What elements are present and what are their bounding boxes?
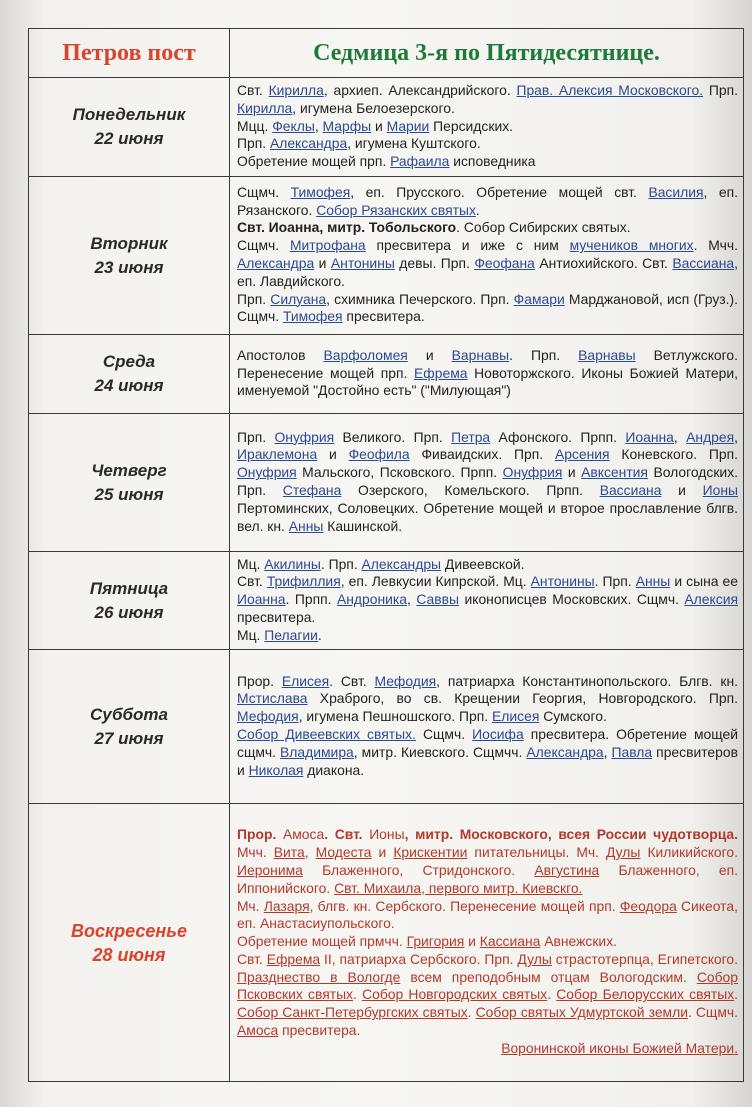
commemoration-line: [237, 82, 738, 118]
saint-link[interactable]: Тимофея: [282, 308, 343, 325]
text-fragment: , еп. Рязанского.: [237, 183, 739, 218]
text-fragment: питательницы. Мч.: [467, 844, 606, 861]
text-fragment: , игумена Белоезерского.: [292, 99, 455, 116]
weekday-label: Четверг: [91, 460, 167, 480]
saint-link[interactable]: Феофила: [348, 446, 410, 463]
saint-link[interactable]: Феофана: [474, 255, 535, 271]
saint-link[interactable]: Григория: [406, 933, 465, 950]
commemorations-cell: [230, 552, 744, 650]
text-fragment: .: [547, 986, 557, 1003]
text-fragment: Блаженного, Стридонского.: [302, 861, 535, 878]
saint-link[interactable]: Анны: [635, 573, 671, 590]
weekday-label: Пятница: [89, 578, 169, 598]
saint-link[interactable]: Собор Белорусских святых: [556, 986, 735, 1003]
weekday-label: Понедельник: [72, 105, 186, 124]
saint-link[interactable]: Стефана: [282, 482, 342, 498]
saint-link[interactable]: Алексия: [684, 591, 738, 608]
saint-link[interactable]: Мефодия: [237, 708, 299, 725]
commemoration-line: [237, 429, 738, 536]
saint-link[interactable]: Кассиана: [479, 933, 541, 950]
date-label: 26 июня: [94, 602, 164, 622]
commemoration-line: [237, 673, 738, 726]
saint-link[interactable]: Арсения: [554, 446, 610, 463]
day-row: [29, 414, 744, 552]
saint-link[interactable]: Марии: [386, 117, 430, 134]
saint-link[interactable]: Кирилла: [237, 99, 293, 116]
saint-link[interactable]: Воронинской иконы Божией Матери.: [501, 1039, 738, 1056]
saint-link[interactable]: Ираклемона: [237, 446, 318, 463]
commemoration-line: [237, 153, 738, 171]
commemoration-line: [237, 627, 738, 645]
text-fragment: Сикеота, еп. Анастасиупольского.: [237, 897, 738, 932]
weekday-label: Суббота: [90, 704, 168, 724]
day-row: [29, 78, 744, 177]
text-fragment: Персидских.: [429, 117, 514, 134]
saint-link[interactable]: Александра: [237, 255, 315, 271]
day-row: [29, 804, 744, 1082]
text-fragment: , митр. Московского, всея России чудотворца.: [404, 826, 738, 843]
saint-link[interactable]: Александра: [526, 743, 604, 760]
text-fragment: , еп. Прусского. Обретение мощей свт.: [350, 183, 649, 200]
saint-link[interactable]: Тимофея: [290, 183, 351, 200]
date-label: 23 июня: [94, 257, 164, 277]
text-fragment: Прп.: [703, 82, 738, 98]
date-label: 27 июня: [94, 728, 164, 748]
text-fragment: ,: [304, 844, 316, 861]
text-fragment: пресвитеров и: [237, 743, 738, 778]
text-fragment: Амоса: [282, 826, 325, 843]
saint-link[interactable]: Варнавы: [451, 346, 510, 363]
saint-link[interactable]: Рафаила: [390, 153, 450, 170]
text-fragment: Мч.: [237, 897, 264, 914]
text-fragment: Пертоминских, Соловецких. Обретение мощей и второе прославление блгв. вел. кн.: [237, 499, 738, 534]
saint-link[interactable]: Вассиана: [672, 255, 735, 271]
text-fragment: Апостолов: [237, 346, 324, 363]
saint-link[interactable]: Ионы: [702, 482, 738, 498]
saint-link[interactable]: Собор Новгородских святых: [362, 986, 548, 1003]
day-row: [29, 650, 744, 804]
saint-link[interactable]: Авксентия: [581, 464, 648, 481]
saint-link[interactable]: Митрофана: [289, 237, 366, 254]
saint-link[interactable]: Акилины: [264, 555, 321, 572]
text-fragment: , игумена Пешношского. Прп.: [298, 708, 493, 725]
text-fragment: Коневского. Прп.: [609, 446, 738, 463]
commemoration-line: [237, 291, 738, 327]
saint-link[interactable]: Августина: [534, 861, 600, 878]
text-fragment: Свт. Иоанна, митр. Тобольского: [237, 219, 457, 236]
text-fragment: Кашинской.: [323, 517, 403, 534]
text-fragment: . Свт.: [329, 672, 375, 689]
text-fragment: исповедника: [449, 153, 536, 170]
text-fragment: .: [626, 219, 631, 236]
text-fragment: диакона.: [303, 761, 365, 778]
commemorations-cell: [230, 78, 744, 177]
saint-link[interactable]: Иоанна: [237, 591, 286, 608]
commemoration-line: [237, 135, 738, 153]
day-cell: [29, 552, 230, 650]
text-fragment: . Прп.: [509, 346, 579, 363]
header-row: [29, 29, 744, 78]
text-fragment: Прп.: [237, 428, 275, 445]
commemorations-cell: [230, 650, 744, 804]
text-fragment: Великого. Прп.: [334, 428, 452, 445]
text-fragment: Храброго, во св. Крещении Георгия, Новгородского. Прп.: [307, 690, 738, 707]
commemoration-line: [237, 219, 738, 237]
saint-link[interactable]: Варфоломея: [323, 346, 408, 363]
saint-link[interactable]: Феклы: [272, 117, 315, 134]
text-fragment: ,: [603, 743, 612, 760]
calendar-table: [28, 28, 744, 1082]
text-fragment: . Прп.: [320, 555, 362, 572]
text-fragment: Мальского, Псковского. Прпп.: [296, 464, 503, 481]
text-fragment: Афонского. Прпп.: [490, 428, 626, 445]
saint-link[interactable]: Иосифа: [472, 726, 524, 742]
text-fragment: Прп.: [237, 135, 270, 152]
text-fragment: Обретение мощей прмчч.: [237, 933, 407, 950]
text-fragment: .: [353, 986, 363, 1003]
saint-link[interactable]: Трифиллия: [266, 573, 341, 590]
commemoration-line: [237, 347, 738, 400]
text-fragment: и: [371, 117, 387, 134]
text-fragment: ,: [406, 591, 417, 608]
text-fragment: Новоторжского.: [467, 364, 582, 381]
saint-link[interactable]: Вита: [273, 844, 305, 861]
text-fragment: . Прп.: [594, 573, 636, 590]
text-fragment: и: [407, 346, 452, 363]
commemoration-line: [237, 898, 738, 934]
date-label: 25 июня: [94, 484, 164, 504]
text-fragment: .: [734, 986, 739, 1003]
saint-link[interactable]: Владимира: [280, 743, 354, 760]
saint-link[interactable]: Собор Рязанских святых: [316, 201, 476, 218]
text-fragment: .: [456, 219, 464, 236]
saint-link[interactable]: мучеников многих: [569, 237, 694, 254]
saint-link[interactable]: Антонины: [530, 573, 595, 590]
text-fragment: . Прпп.: [285, 591, 337, 608]
saint-link[interactable]: Ефрема: [266, 950, 321, 967]
text-fragment: , схимника Печерского. Прп.: [326, 290, 514, 307]
text-fragment: Вологодских. Прп.: [237, 464, 738, 498]
day-row: [29, 177, 744, 335]
saint-link[interactable]: Александры: [361, 555, 442, 572]
text-fragment: Мцц.: [237, 117, 273, 134]
text-fragment: Сщмч.: [237, 183, 291, 200]
text-fragment: пресвитера. Обретение мощей сщмч.: [237, 726, 739, 760]
saint-link[interactable]: Онуфрия: [502, 464, 563, 481]
commemoration-line: [237, 237, 738, 290]
saint-link[interactable]: Вассиана: [599, 482, 662, 498]
text-fragment: Свт.: [237, 950, 267, 967]
saint-link[interactable]: Мстислава: [237, 690, 308, 707]
text-fragment: , митр. Киевского. Сщмчч.: [353, 743, 527, 760]
text-fragment: Мчч.: [237, 844, 274, 861]
commemoration-line: [237, 556, 738, 574]
commemorations-cell: [230, 804, 744, 1082]
text-fragment: ,: [734, 428, 739, 445]
text-fragment: Сщмч.: [237, 237, 290, 254]
commemoration-line: [237, 726, 738, 779]
text-fragment: Прп.: [237, 290, 271, 307]
text-fragment: .: [317, 626, 322, 643]
commemorations-cell: [230, 177, 744, 335]
day-cell: [29, 650, 230, 804]
text-fragment: Сумского.: [539, 708, 607, 725]
day-row: [29, 552, 744, 650]
saint-link[interactable]: Варнавы: [578, 346, 636, 363]
text-fragment: и: [661, 482, 703, 498]
text-fragment: , блгв. кн. Сербского. Перенесение мощей прп.: [309, 897, 620, 914]
commemorations-cell: [230, 335, 744, 414]
text-fragment: и сына ее: [670, 573, 738, 590]
text-fragment: , архиеп. Александрийского.: [323, 82, 517, 98]
saint-link[interactable]: Празднество в Вологде: [237, 968, 401, 985]
commemoration-line: [237, 573, 738, 626]
text-fragment: Собор Сибирских святых: [463, 219, 627, 236]
commemoration-line: [237, 184, 738, 220]
text-fragment: Прор.: [237, 672, 282, 689]
weekday-label: Вторник: [90, 233, 168, 253]
text-fragment: пресвитера.: [237, 608, 316, 625]
text-fragment: страстотерпца, Египетского.: [551, 950, 738, 967]
saint-link[interactable]: Фамари: [513, 290, 565, 307]
commemoration-line: [237, 118, 738, 136]
saint-link[interactable]: Пелагии: [264, 626, 318, 643]
saint-link[interactable]: Модеста: [315, 844, 372, 861]
saint-link[interactable]: Онуфрия: [237, 464, 297, 481]
text-fragment: пресвитера.: [342, 308, 425, 325]
saint-link[interactable]: Василия: [648, 183, 704, 200]
text-fragment: II, патриарха Сербского. Прп.: [320, 950, 518, 967]
text-fragment: Антиохийского. Свт.: [534, 255, 673, 271]
text-fragment: и: [562, 464, 582, 481]
text-fragment: и: [464, 933, 480, 950]
text-fragment: .: [467, 1004, 476, 1021]
text-fragment: и: [371, 844, 394, 861]
commemoration-line: [237, 826, 738, 897]
text-fragment: . Сщмч.: [687, 1004, 739, 1021]
day-cell: [29, 804, 230, 1082]
saint-link[interactable]: Силуана: [270, 290, 327, 307]
text-fragment: девы. Прп.: [394, 255, 475, 271]
saint-link[interactable]: Собор святых Удмуртской земли: [475, 1004, 688, 1021]
saint-link[interactable]: Феодора: [619, 897, 677, 914]
text-fragment: Ионы: [369, 826, 405, 843]
text-fragment: Прор.: [237, 826, 283, 843]
text-fragment: , еп. Лавдийского.: [237, 255, 738, 289]
text-fragment: и: [314, 255, 331, 271]
saint-link[interactable]: Собор Санкт-Петербургских святых: [237, 1004, 468, 1021]
text-fragment: Мц.: [237, 626, 265, 643]
day-row: [29, 335, 744, 414]
text-fragment: Марджановой, исп (Груз.). Сщмч.: [237, 290, 739, 325]
saint-link[interactable]: Антонины: [330, 255, 395, 271]
saint-link[interactable]: Павла: [611, 743, 653, 760]
commemorations-cell: [230, 414, 744, 552]
date-label: 24 июня: [94, 376, 164, 395]
date-label: 22 июня: [94, 129, 164, 148]
text-fragment: пресвитера.: [278, 1022, 361, 1039]
day-cell: [29, 335, 230, 414]
text-fragment: Свт.: [237, 573, 267, 590]
text-fragment: ,: [673, 428, 687, 445]
text-fragment: Обретение мощей прп.: [237, 153, 391, 170]
saint-link[interactable]: Иеронима: [237, 861, 303, 878]
commemoration-line: [237, 933, 738, 951]
saint-link[interactable]: Амоса: [237, 1022, 279, 1039]
date-label: 28 июня: [92, 944, 166, 965]
saint-link[interactable]: Анны: [288, 517, 324, 534]
saint-link[interactable]: Саввы: [416, 591, 459, 608]
text-fragment: Озерского, Комельского. Прпп.: [341, 482, 600, 498]
text-fragment: Мц.: [237, 555, 265, 572]
week-title: Седмица 3-я по Пятидесятнице.: [230, 29, 744, 78]
text-fragment: Фиваидских. Прп.: [409, 446, 555, 463]
text-fragment: .: [475, 201, 480, 218]
text-fragment: Иконы Божией Матери, именуемой "Достойно есть" ("Милующая"): [237, 364, 738, 399]
text-fragment: Киликийского.: [640, 844, 738, 861]
text-fragment: Ветлужского. Перенесение мощей прп.: [237, 346, 739, 381]
weekday-label: Воскресенье: [71, 920, 187, 941]
day-cell: [29, 177, 230, 335]
saint-link[interactable]: Крискентии: [393, 844, 468, 861]
saint-link[interactable]: Онуфрия: [274, 428, 335, 445]
text-fragment: . Мчч.: [693, 237, 739, 254]
saint-link[interactable]: Лазаря: [263, 897, 310, 914]
day-cell: [29, 414, 230, 552]
saint-link[interactable]: Свт. Михаила, первого митр. Киевскго.: [334, 879, 583, 896]
saint-link[interactable]: Дулы: [517, 950, 552, 967]
text-fragment: Дивеевской.: [441, 555, 525, 572]
saint-link[interactable]: Ефрема: [414, 364, 468, 381]
day-cell: [29, 78, 230, 177]
saint-link[interactable]: Елисея: [281, 672, 330, 689]
saint-link[interactable]: Мефодия: [374, 672, 437, 689]
fast-title: Петров пост: [29, 29, 230, 78]
saint-link[interactable]: Кирилла: [268, 82, 324, 98]
text-fragment: , патриарха Константинопольского. Блгв. кн.: [436, 672, 738, 689]
saint-link[interactable]: Петра: [451, 428, 491, 445]
text-fragment: , еп. Левкусии Кипрской. Мц.: [340, 573, 531, 590]
text-fragment: Сщмч.: [415, 726, 473, 742]
commemoration-line: [237, 1040, 738, 1058]
saint-link[interactable]: Иоанна: [625, 428, 674, 445]
saint-link[interactable]: Александра: [269, 135, 348, 152]
text-fragment: ,: [314, 117, 323, 134]
saint-link[interactable]: Николая: [248, 761, 304, 778]
saint-link[interactable]: Прав. Алексия Московского.: [516, 82, 704, 98]
text-fragment: Свт.: [237, 82, 269, 98]
text-fragment: , игумена Куштского.: [347, 135, 481, 152]
saint-link[interactable]: Андрея: [686, 428, 735, 445]
saint-link[interactable]: Андроника: [336, 591, 407, 608]
saint-link[interactable]: Собор Псковских святых: [237, 968, 738, 1003]
text-fragment: всем преподобным отцам Вологодским.: [400, 968, 697, 985]
saint-link[interactable]: Дулы: [605, 844, 641, 861]
saint-link[interactable]: Марфы: [322, 117, 372, 134]
text-fragment: Авнежских.: [540, 933, 617, 950]
saint-link[interactable]: Собор Дивеевских святых.: [237, 726, 416, 742]
commemoration-line: [237, 951, 738, 1040]
text-fragment: Блаженного, еп. Иппонийского.: [237, 861, 738, 896]
text-fragment: пресвитера и иже с ним: [365, 237, 570, 254]
text-fragment: . Свт.: [324, 826, 370, 843]
text-fragment: и: [317, 446, 349, 463]
text-fragment: иконописцев Московских. Сщмч.: [458, 591, 685, 608]
saint-link[interactable]: Елисея: [492, 708, 540, 725]
weekday-label: Среда: [102, 352, 156, 371]
